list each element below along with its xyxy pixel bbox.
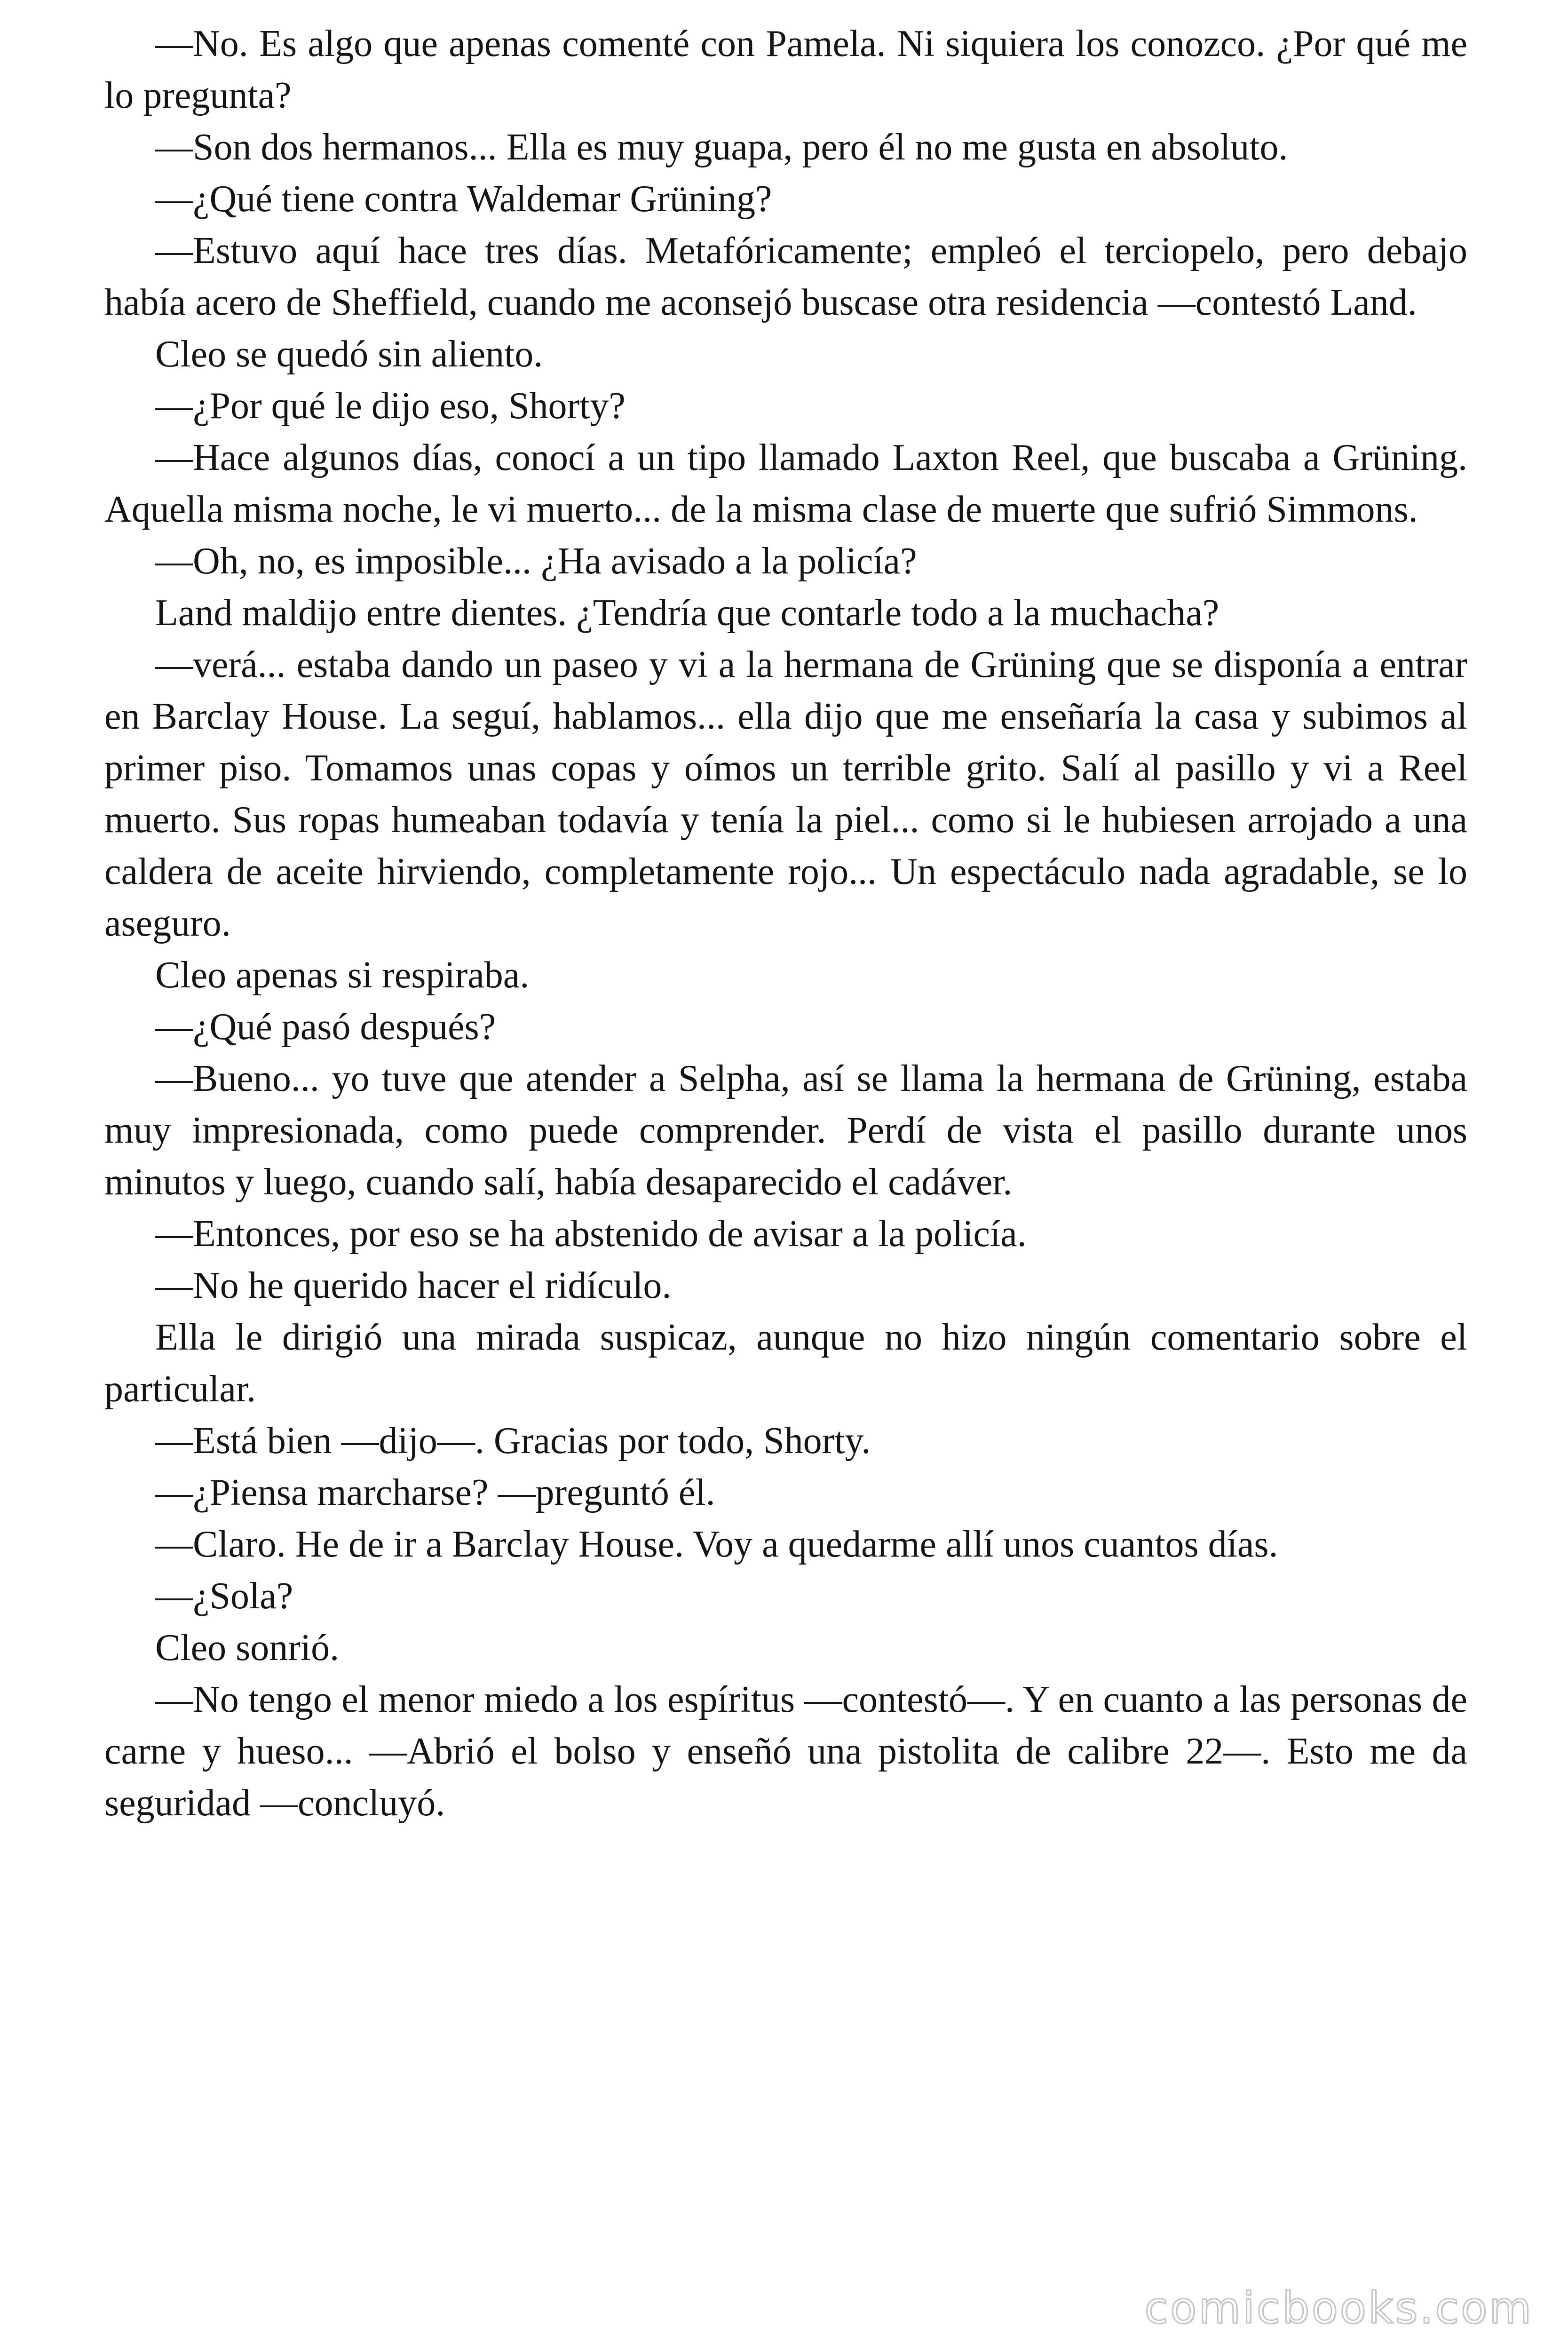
paragraph: —¿Piensa marcharse? —preguntó él. (155, 1472, 715, 1513)
page-text (104, 18, 1467, 1829)
paragraph: Cleo se quedó sin aliento. (155, 334, 543, 375)
paragraph: —¿Sola? (155, 1575, 293, 1617)
paragraph: —Estuvo aquí hace tres días. Metafóricamente; empleó el terciopelo, pero debajo había acero de Sheffield, cuando me aconsejó buscase otra residencia —contestó Land. (104, 230, 1467, 323)
paragraph: —Entonces, por eso se ha abstenido de avisar a la policía. (155, 1213, 1027, 1255)
paragraph: —Está bien —dijo—. Gracias por todo, Shorty. (155, 1420, 871, 1462)
paragraph: —¿Por qué le dijo eso, Shorty? (155, 385, 626, 427)
paragraph: Cleo apenas si respiraba. (155, 954, 530, 996)
paragraph: Cleo sonrió. (155, 1627, 340, 1669)
paragraph: Land maldijo entre dientes. ¿Tendría que contarle todo a la muchacha? (155, 592, 1220, 634)
paragraph: —Son dos hermanos... Ella es muy guapa, pero él no me gusta en absoluto. (155, 127, 1288, 168)
paragraph: —Hace algunos días, conocí a un tipo llamado Laxton Reel, que buscaba a Grüning. Aquella misma noche, le vi muerto... de la misma clase de muerte que sufrió Simmons. (104, 437, 1467, 530)
paragraph: —Bueno... yo tuve que atender a Selpha, así se llama la hermana de Grüning, estaba muy impresionada, como puede comprender. Perdí de vista el pasillo durante unos minutos y luego, cuando salí, había desaparecido el cadáver. (104, 1058, 1467, 1203)
paragraph: —Claro. He de ir a Barclay House. Voy a quedarme allí unos cuantos días. (155, 1524, 1278, 1565)
paragraph: —No he querido hacer el ridículo. (155, 1265, 672, 1306)
paragraph: Ella le dirigió una mirada suspicaz, aunque no hizo ningún comentario sobre el particular. (104, 1317, 1467, 1410)
watermark: comicbooks.com (1144, 2283, 1533, 2333)
paragraph: —verá... estaba dando un paseo y vi a la hermana de Grüning que se disponía a entrar en Barclay House. La seguí, hablamos... ella dijo que me enseñaría la casa y subimos al primer piso. Tomamos unas copas y oímos un terrible grito. Salí al pasillo y vi a Reel muerto. Sus ropas humeaban todavía y tenía la piel... como si le hubiesen arrojado a una caldera de aceite hirviendo, completamente rojo... Un espectáculo nada agradable, se lo aseguro. (104, 644, 1467, 944)
paragraph: —¿Qué pasó después? (155, 1006, 496, 1048)
paragraph: —No tengo el menor miedo a los espíritus —contestó—. Y en cuanto a las personas de carne y hueso... —Abrió el bolso y enseñó una pistolita de calibre 22—. Esto me da seguridad —concluyó. (104, 1679, 1467, 1824)
paragraph: —¿Qué tiene contra Waldemar Grüning? (155, 178, 772, 220)
paragraph: —No. Es algo que apenas comenté con Pamela. Ni siquiera los conozco. ¿Por qué me lo pregunta? (104, 23, 1467, 116)
paragraph: —Oh, no, es imposible... ¿Ha avisado a la policía? (155, 540, 917, 582)
